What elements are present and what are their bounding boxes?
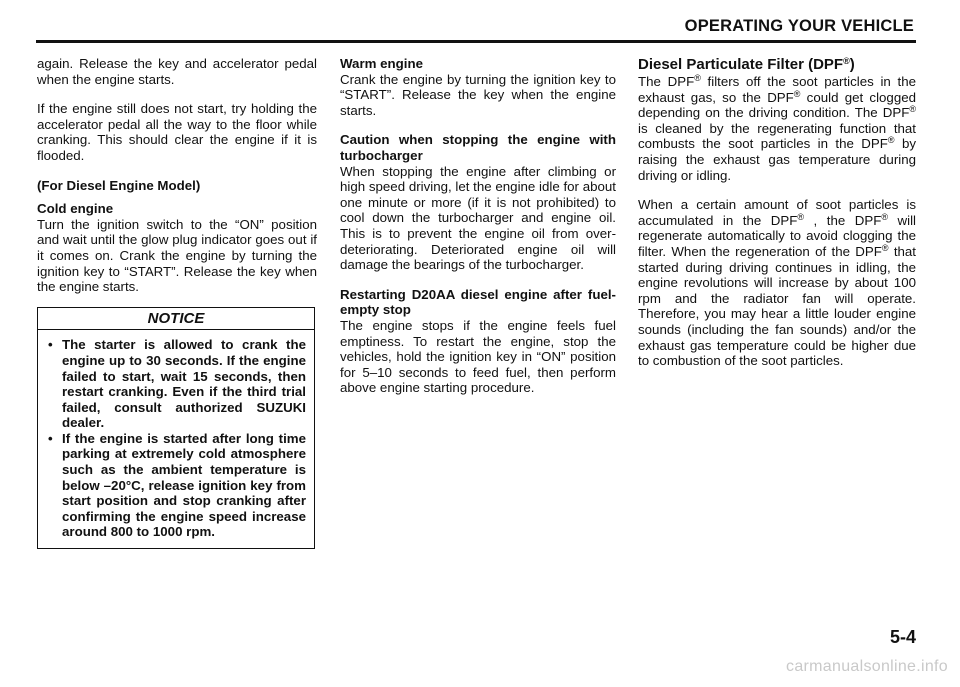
notice-box: [37, 307, 315, 549]
page-number: 5-4: [889, 627, 916, 647]
bullet-icon: •: [48, 430, 53, 446]
diesel-model-heading: (For Diesel Engine Model): [37, 177, 201, 193]
turbo-caution-heading: Caution when stopping the engine with turbocharger: [340, 132, 616, 163]
restart-text: The engine stops if the engine feels fuel emptiness. To restart the engine, stop the vehicles, hold the ignition key in “ON” position for 5–10 seconds to feed fuel, then perform above engine starting procedure.: [340, 317, 616, 396]
dpf-section-title: Diesel Particulate Filter (DPF®): [638, 56, 855, 73]
warm-engine-heading: Warm engine: [340, 56, 423, 71]
notice-list: [38, 330, 314, 548]
restart-heading: Restarting D20AA diesel engine after fuel-empty stop: [340, 286, 616, 318]
column-middle: [340, 56, 616, 396]
column-left: [37, 56, 317, 549]
notice-item-text: If the engine is started after long time parking at extremely cold atmosphere such as the ambient temperature is below –20°C, release ignition key from start position and stop cranking after confirming the engine speed increase around 800 to 1000 rpm.: [62, 430, 306, 540]
dpf-paragraph-1: The DPF® filters off the soot particles in the exhaust gas, so the DPF® could get clogged depending on the driving condition. The DPF® is cleaned by the regenerating function that combusts the soot particles in the DPF® by raising the exhaust gas temperature during driving or idling.: [638, 73, 916, 183]
dpf-paragraph-2: When a certain amount of soot particles is accumulated in the DPF® , the DPF® will regenerate automatically to avoid clogging the filter. When the regeneration of the DPF® that started during driving continues in idling, the engine revolutions will increase by about 100 rpm and the radiator fan will operate. Therefore, you may hear a little louder engine sounds (including the fan sounds) and/or the exhaust gas temperature could be higher due to combustion of the soot particles.: [638, 197, 916, 369]
turbo-caution-text: When stopping the engine after climbing or high speed driving, let the engine idle for about one minute or more (if it is not prohibited) to cool down the turbocharger and engine oil. This is to prevent the engine oil from over-deteriorating. Deteriorated engine oil will damage the bearings of the turbocharger.: [340, 163, 616, 273]
notice-item: [48, 431, 306, 540]
cold-engine-heading: Cold engine: [37, 201, 114, 217]
paragraph-release-key: again. Release the key and accelerator pedal when the engine starts.: [37, 56, 317, 87]
warm-engine-text: Crank the engine by turning the ignition key to “START”. Release the key when the engine starts.: [340, 71, 616, 118]
header-rule: [36, 40, 916, 43]
notice-item: [48, 337, 306, 431]
watermark: carmanualsonline.info: [786, 658, 948, 675]
notice-item-text: The starter is allowed to crank the engine up to 30 seconds. If the engine failed to start, wait 15 seconds, then restart cranking. Even if the third trial failed, consult authorized SUZUKI dealer.: [62, 337, 306, 431]
bullet-icon: •: [48, 337, 53, 353]
page-header-title: OPERATING YOUR VEHICLE: [684, 17, 914, 35]
paragraph-flooded-engine: If the engine still does not start, try holding the accelerator pedal all the way to the floor while cranking. This should clear the engine if it is flooded.: [37, 101, 317, 163]
column-right: [638, 56, 916, 369]
cold-engine-text: Turn the ignition switch to the “ON” position and wait until the glow plug indicator goes out if it comes on. Crank the engine by turning the ignition key to “START”. Release the key when the engine starts.: [37, 216, 317, 295]
notice-title: NOTICE: [38, 308, 314, 331]
